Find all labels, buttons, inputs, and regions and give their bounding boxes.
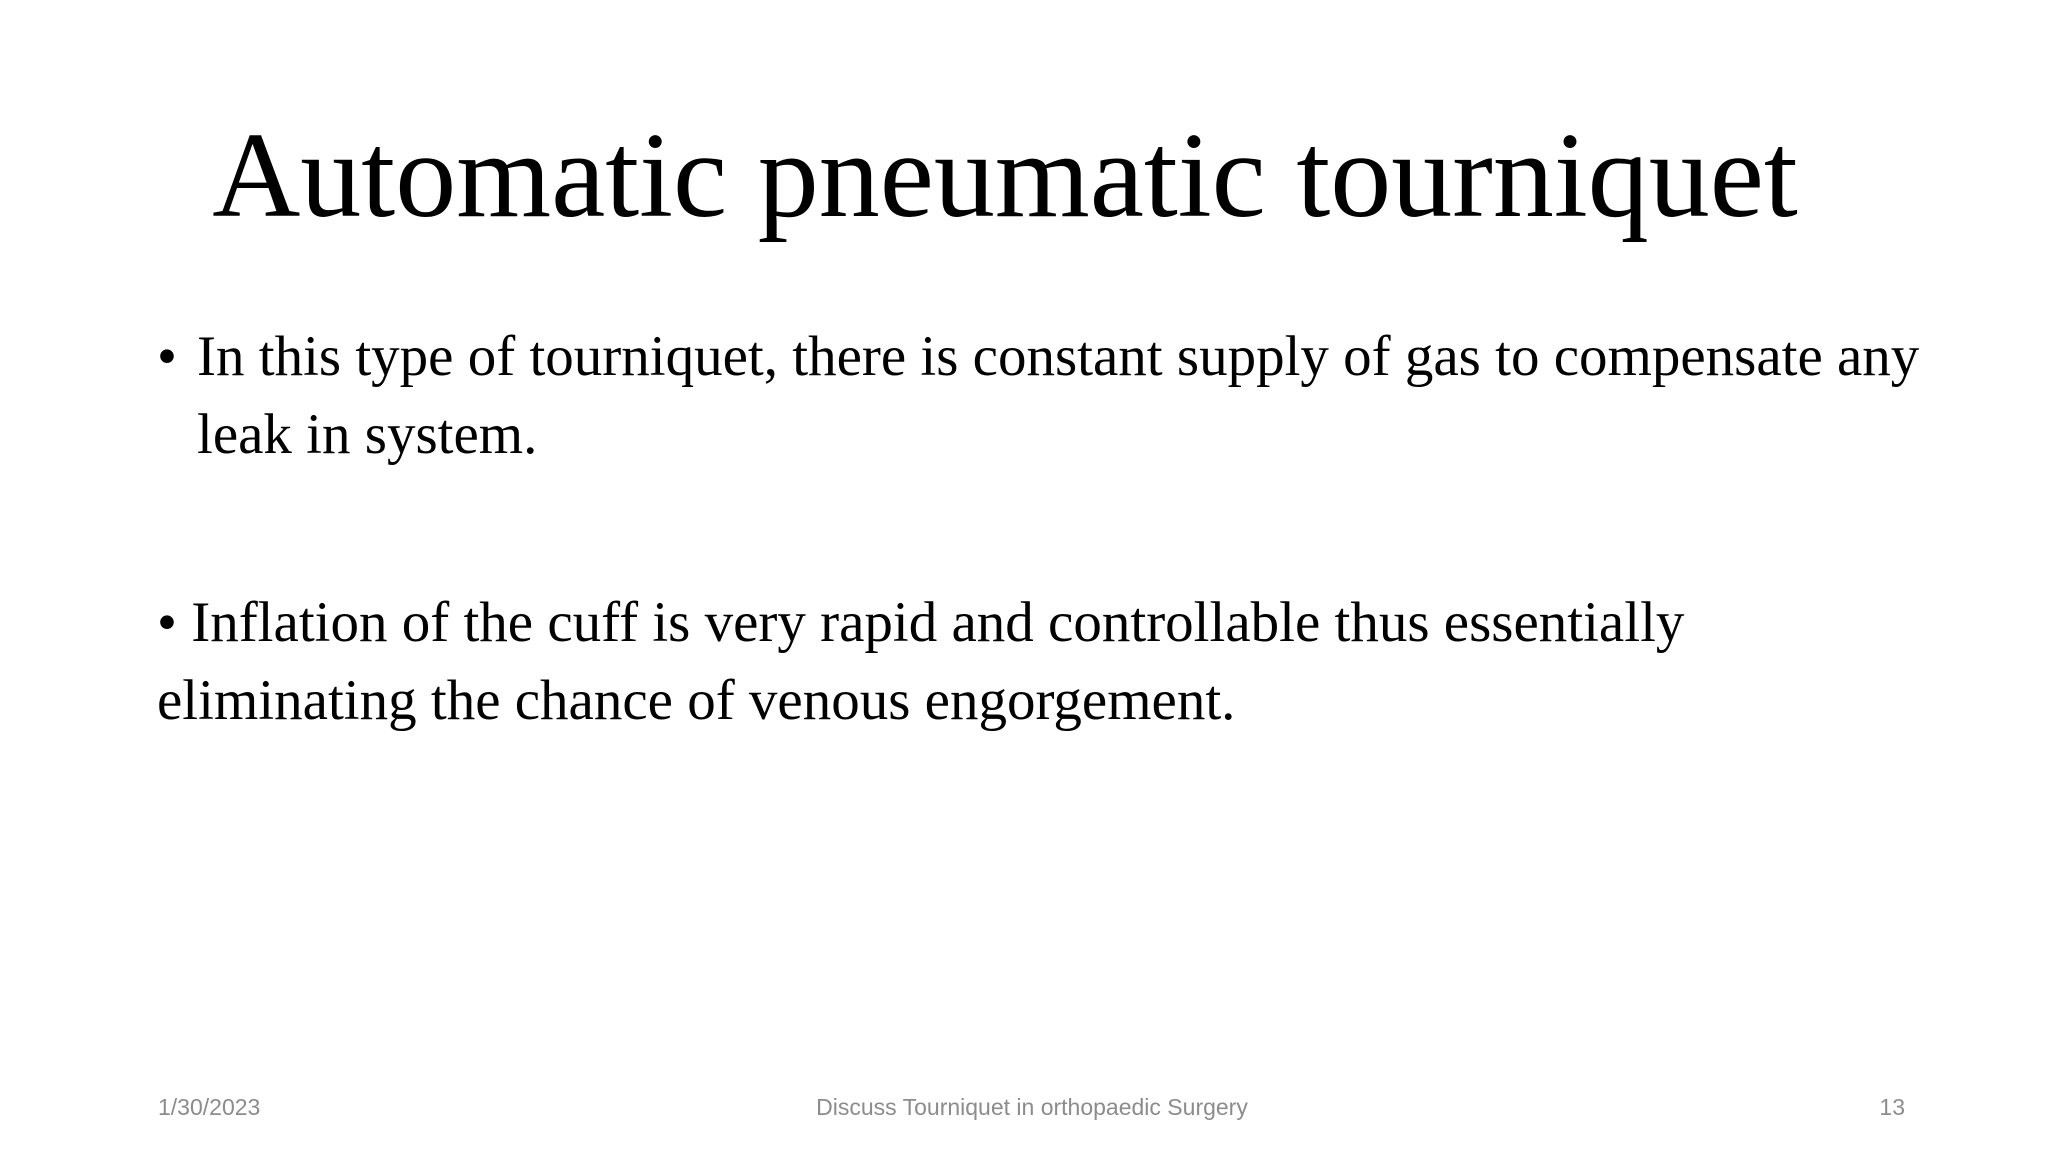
- footer-date: 1/30/2023: [158, 1094, 261, 1120]
- bullet-text: In this type of tourniquet, there is constant supply of gas to compensate any leak in system.: [197, 325, 1920, 466]
- bullet-item-1: [157, 318, 1977, 474]
- footer-page-number: 13: [1879, 1094, 1905, 1120]
- bullet-marker: •: [157, 591, 192, 654]
- bullet-item-2: [157, 584, 1937, 740]
- bullet-marker: •: [157, 325, 177, 388]
- bullet-text: Inflation of the cuff is very rapid and controllable thus essentially eliminating the chance of venous engorgement.: [157, 591, 1685, 732]
- slide-title: Automatic pneumatic tourniquet: [212, 108, 1798, 243]
- footer-title: Discuss Tourniquet in orthopaedic Surgery: [816, 1094, 1248, 1120]
